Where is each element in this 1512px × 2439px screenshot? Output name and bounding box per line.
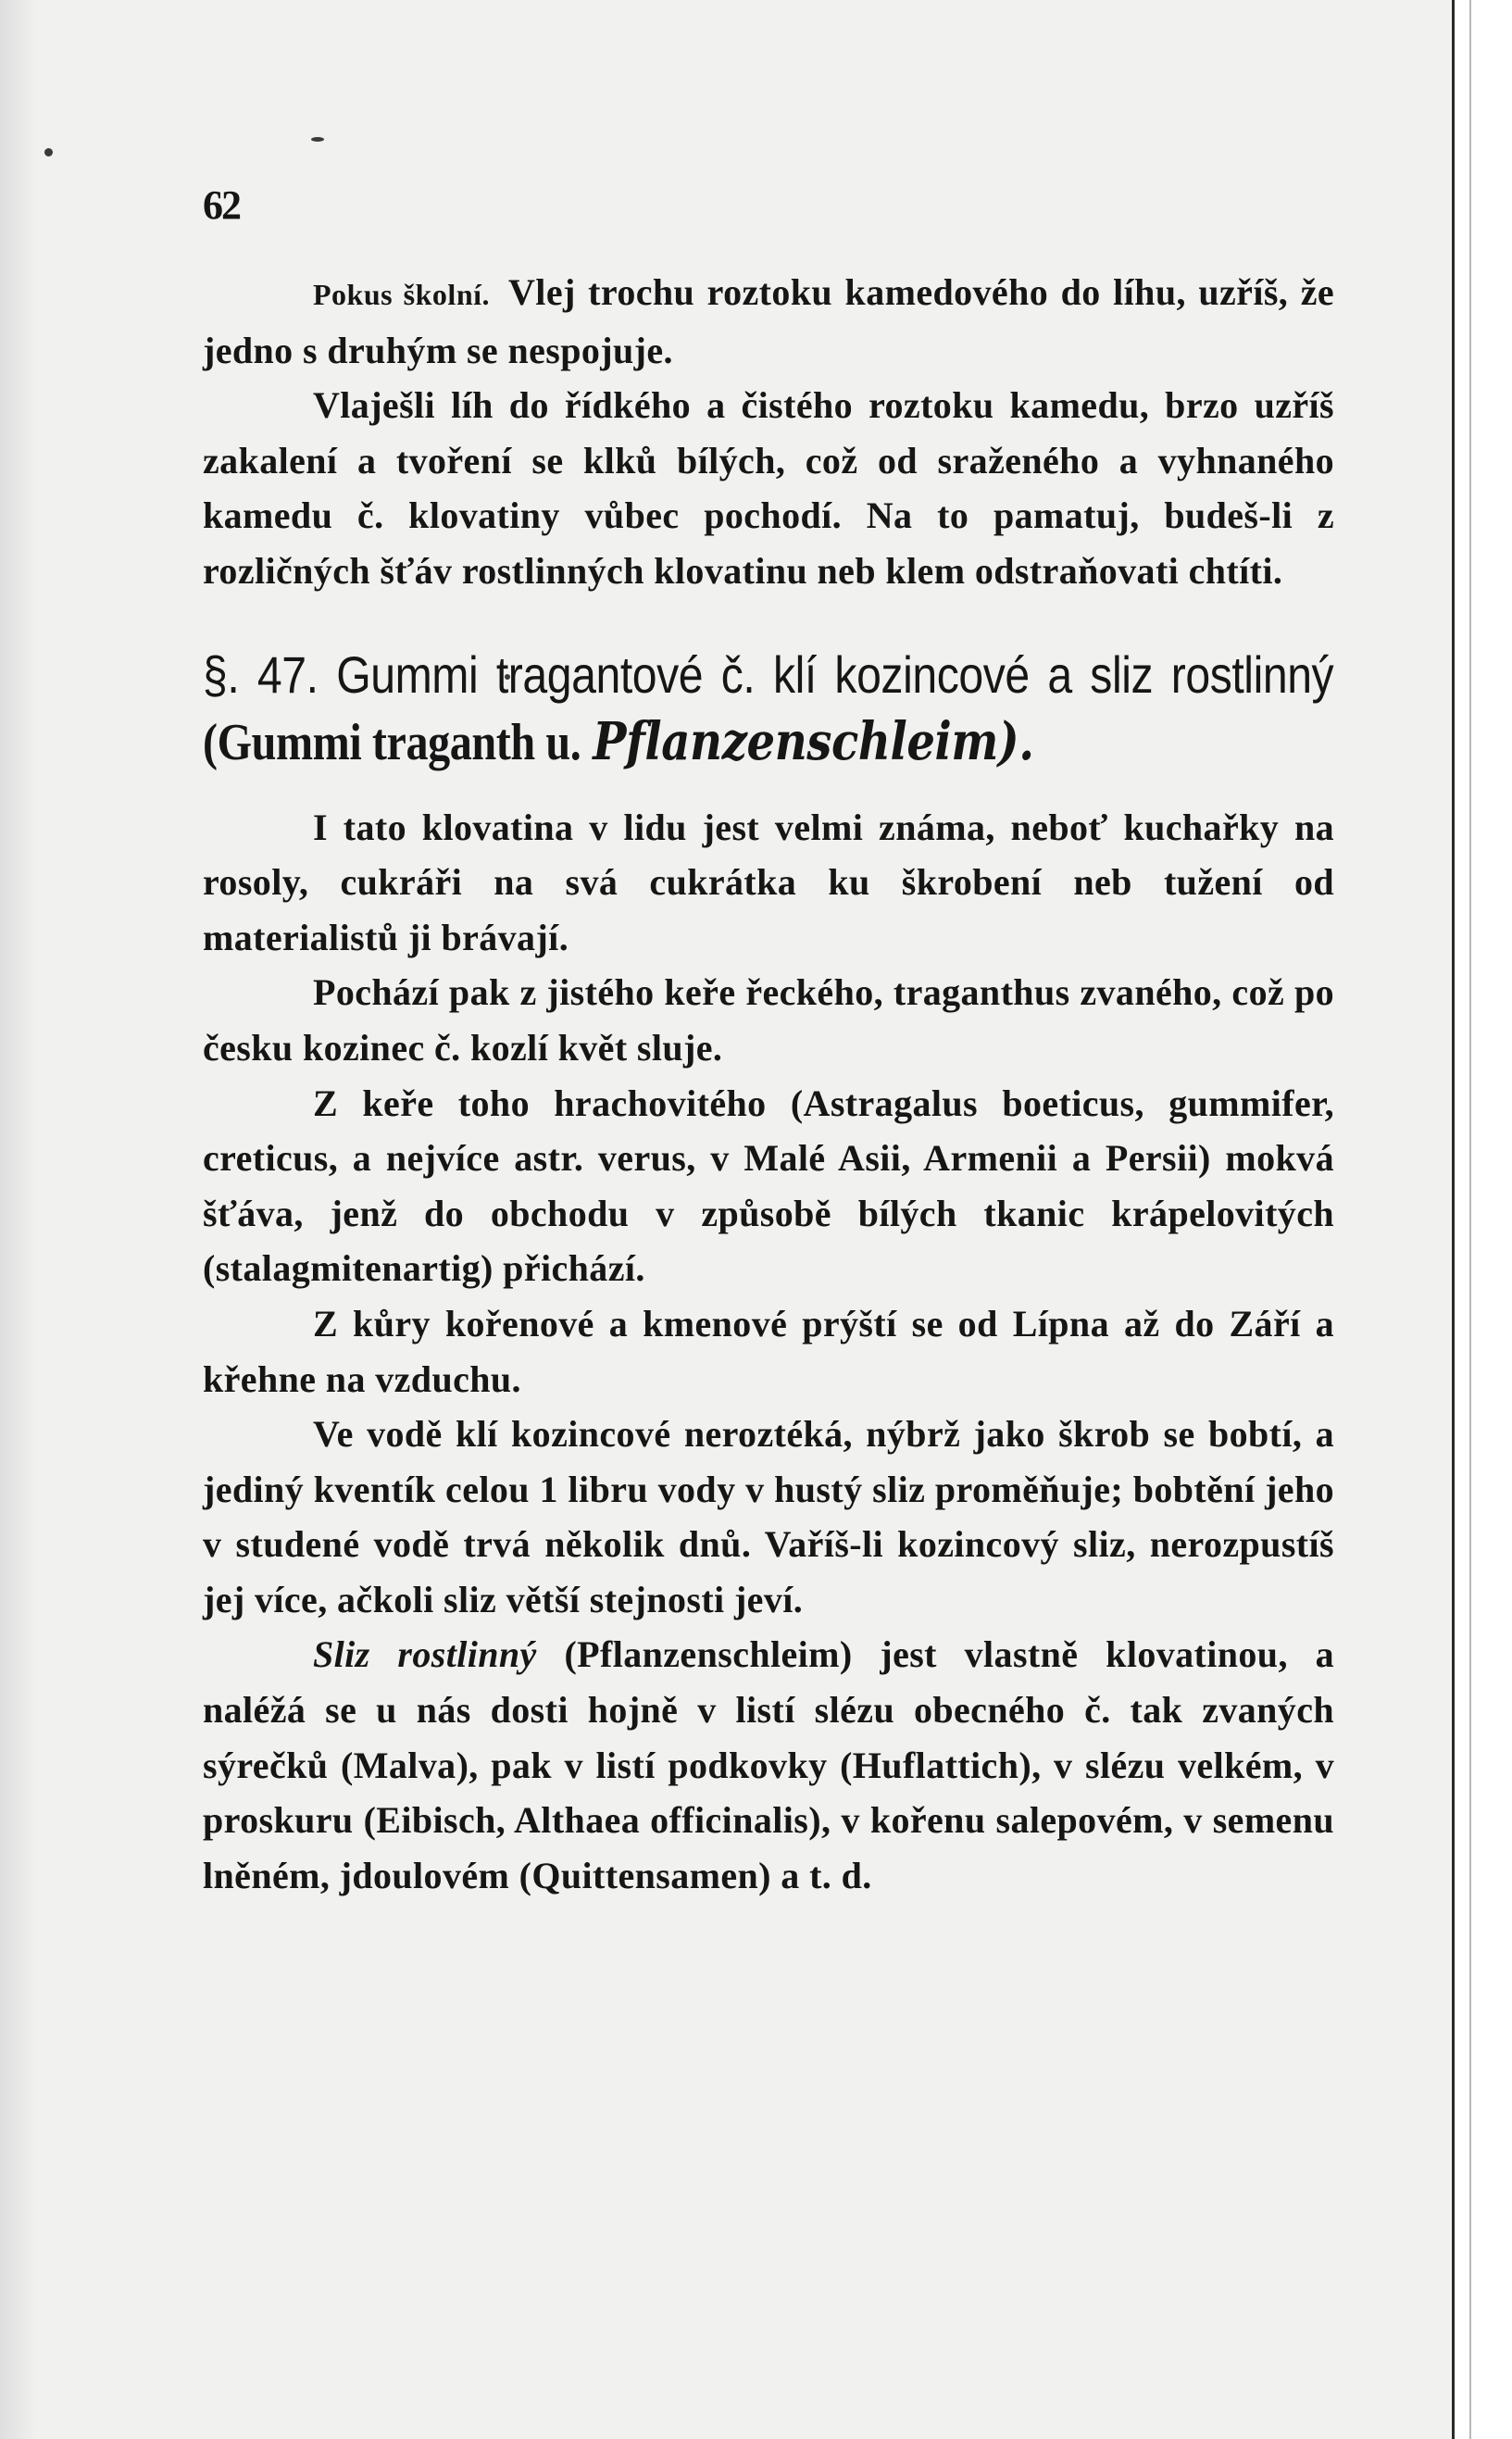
section-number: §. 47. [203,644,319,704]
page-edge-shadow [0,0,37,2439]
section-latin: (Gummi traganth u. [203,713,581,771]
paragraph-text: Vlej trochu roztoku kamedového do líhu, uzříš, že jedno s druhým se nespojuje. [203,271,1335,371]
paragraph-experiment [203,265,1334,378]
page-border-line [1452,0,1455,2439]
section-german: Pflanzenschleim). [593,710,1034,772]
page-number: 62 [203,182,240,228]
page-border-line-faint [1469,0,1471,2439]
scan-speck [44,148,53,156]
section-heading [203,642,1333,776]
paragraph: Z keře toho hrachovitého (Astragalus boeticus, gummifer, creticus, a nejvíce astr. verus, v Malé Asii, Armenii a Persii) mokvá šťáva, jenž do obchodu v způsobě bílých tkanic krápelovitých (stalagmitenartig) přichází. [203,1082,1334,1290]
scan-speck [311,137,324,142]
paragraph-lead: Pokus školní. [313,278,491,311]
scan-margin [1455,0,1512,2439]
paragraph: Vlaješli líh do řídkého a čistého roztoku kamedu, brzo uzříš zakalení a tvoření se klků bílých, což od sraženého a vyhnaného kamedu č. klovatiny vůbec pochodí. Na to pamatuj, budeš-li z rozličných šťáv rostlinných klovatinu neb klem odstraňovati chtíti. [203,384,1334,592]
paragraph: Ve vodě klí kozincové neroztéká, nýbrž jako škrob se bobtí, a jediný kventík celou 1 libru vody v hustý sliz proměňuje; bobtění jeho v studené vodě trvá několik dnů. Vaříš-li kozincový sliz, nerozpustíš jej více, ačkoli sliz větší stejnosti jeví. [203,1413,1334,1620]
paragraph: Z kůry kořenové a kmenové prýští se od Lípna až do Září a křehne na vzduchu. [203,1302,1334,1400]
paragraph-text: (Pflanzenschleim) jest vlastně klovatinou, a naléžá se u nás dosti hojně v listí slézu obecného č. tak zvaných sýrečků (Malva), pak v listí podkovky (Huflattich), v slézu velkém, v proskuru (Eibisch, Althaea officinalis), v kořenu salepovém, v semenu lněném, jdoulovém (Quittensamen) a t. d. [203,1633,1334,1896]
paragraph: I tato klovatina v lidu jest velmi známa, neboť kuchařky na rosoly, cukráři na svá cukrátka ku škrobení neb tužení od materialistů ji brávají. [203,806,1334,958]
section-title: Gummi tragantové č. klí kozincové a sliz rostlinný [336,644,1334,704]
italic-lead: Sliz rostlinný [313,1633,537,1676]
page-text [203,265,1334,1903]
paragraph: Pochází pak z jistého keře řeckého, traganthus zvaného, což po česku kozinec č. kozlí květ sluje. [203,971,1334,1069]
paragraph-mucilage [203,1627,1334,1903]
